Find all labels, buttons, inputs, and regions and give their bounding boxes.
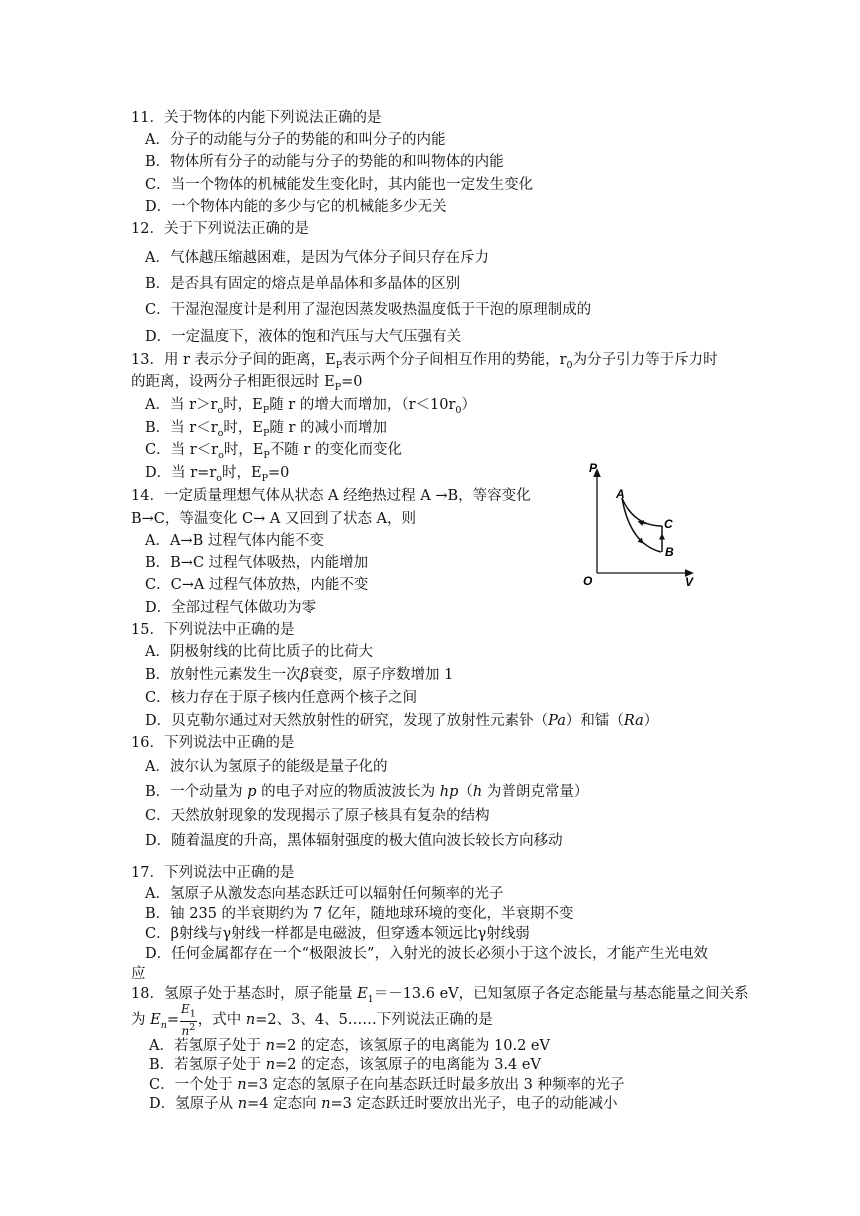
- q13-option-b: B．当 $r<r_o$时，$E_P$随 r 的减小而增加: [145, 420, 388, 439]
- question-13-stem-line1: 13．用 r 表示分子间的距离，$E_P$表示两个分子间相互作用的势能，$r_0$为分子引力等于斥力时: [131, 352, 718, 371]
- point-label-a: A: [616, 487, 625, 501]
- q16-option-c: C．天然放射现象的发现揭示了原子核具有复杂的结构: [145, 808, 490, 824]
- q11-option-d: D．一个物体内能的多少与它的机械能多少无关: [145, 199, 447, 215]
- question-16-stem: 16．下列说法中正确的是: [131, 735, 295, 751]
- question-18-stem-line1: 18．氢原子处于基态时，原子能量 $E_1=-13.6$ eV，已知氢原子各定态能量与基态能量之间关系: [131, 986, 749, 1005]
- q15-option-c: C．核力存在于原子核内任意两个核子之间: [145, 690, 418, 706]
- q11-option-c: C．当一个物体的机械能发生变化时，其内能也一定发生变化: [145, 177, 534, 193]
- q18-option-c: C．一个处于 n=3 定态的氢原子在向基态跃迁时最多放出 3 种频率的光子: [149, 1077, 625, 1093]
- q18-option-b: B．若氢原子处于 n=2 的定态，该氢原子的电离能为 3.4 eV: [149, 1057, 541, 1073]
- q12-option-d: D．一定温度下，液体的饱和汽压与大气压强有关: [145, 329, 462, 345]
- q17-option-b: B．铀 235 的半衰期约为 7 亿年，随地球环境的变化，半衰期不变: [145, 906, 574, 922]
- question-12-stem: 12．关于下列说法正确的是: [131, 221, 309, 237]
- question-11-stem: 11．关于物体的内能下列说法正确的是: [131, 110, 382, 126]
- pv-diagram: [572, 458, 702, 588]
- q17-option-a: A．氢原子从激发态向基态跃迁可以辐射任何频率的光子: [145, 886, 504, 902]
- q16-option-b: B．一个动量为 p 的电子对应的物质波波长为 hp（h 为普朗克常量）: [145, 784, 589, 800]
- q16-option-a: A．波尔认为氢原子的能级是量子化的: [145, 759, 388, 775]
- axis-label-p: P: [589, 461, 598, 475]
- q12-option-a: A．气体越压缩越困难，是因为气体分子间只存在斥力: [145, 250, 489, 266]
- q13-option-a: A．当 $r>r_o$时，$E_P$随 r 的增大而增加，$(r<10r_0)$: [145, 397, 476, 416]
- q15-option-a: A．阴极射线的比荷比质子的比荷大: [145, 644, 373, 660]
- q11-option-a: A．分子的动能与分子的势能的和叫分子的内能: [145, 132, 446, 148]
- origin-label: O: [583, 574, 593, 588]
- point-label-b: B: [665, 545, 674, 559]
- q15-option-b: B．放射性元素发生一次β衰变，原子序数增加 1: [145, 667, 454, 683]
- question-18-stem-line2: 为 $E_n=$ $\frac{E_1}{n^2}$ ，式中 n=2、3、4、5……下列说法正确的是: [131, 1002, 493, 1038]
- q13-option-c: C．当 $r<r_o$时，$E_P$不随 r 的变化而变化: [145, 442, 402, 461]
- question-15-stem: 15．下列说法中正确的是: [131, 622, 295, 638]
- q18-option-a: A．若氢原子处于 n=2 的定态，该氢原子的电离能为 10.2 eV: [149, 1038, 550, 1054]
- q12-option-c: C．干湿泡湿度计是利用了湿泡因蒸发吸热温度低于干泡的原理制成的: [145, 302, 592, 318]
- q14-option-b: B．B→C 过程气体吸热，内能增加: [145, 555, 369, 571]
- q15-option-d: D．贝克勒尔通过对天然放射性的研究，发现了放射性元素钋（Pa）和镭（Ra）: [145, 713, 659, 729]
- q17-option-c: C．β射线与γ射线一样都是电磁波，但穿透本领远比γ射线弱: [145, 926, 530, 942]
- question-14-stem-line1: 14．一定质量理想气体从状态 A 经绝热过程 A →B，等容变化: [131, 488, 531, 504]
- question-13-stem-line2: 的距离，设两分子相距很远时 $E_P=0$: [131, 374, 363, 393]
- q16-option-d: D．随着温度的升高，黑体辐射强度的极大值向波长较长方向移动: [145, 833, 563, 849]
- q12-option-b: B．是否具有固定的熔点是单晶体和多晶体的区别: [145, 276, 461, 292]
- point-label-c: C: [664, 517, 673, 531]
- q17-option-d-line2: 应: [131, 966, 146, 982]
- q11-option-b: B．物体所有分子的动能与分子的势能的和叫物体的内能: [145, 154, 504, 170]
- q17-option-d-line1: D．任何金属都存在一个“极限波长”，入射光的波长必须小于这个波长，才能产生光电效: [145, 946, 708, 962]
- question-17-stem: 17．下列说法中正确的是: [131, 865, 295, 881]
- q14-option-a: A．A→B 过程气体内能不变: [145, 533, 324, 549]
- question-14-stem-line2: B→C，等温变化 C→ A 又回到了状态 A，则: [131, 511, 417, 527]
- q14-option-d: D．全部过程气体做功为零: [145, 600, 317, 616]
- energy-fraction: $\frac{E_1}{n^2}$: [180, 1002, 196, 1038]
- q18-option-d: D．氢原子从 n=4 定态向 n=3 定态跃迁时要放出光子，电子的动能减小: [149, 1096, 618, 1112]
- q13-option-d: D．当 $r=r_o$时，$E_P=0$: [145, 465, 290, 484]
- q14-option-c: C．C→A 过程气体放热，内能不变: [145, 577, 369, 593]
- axis-label-v: V: [685, 575, 694, 588]
